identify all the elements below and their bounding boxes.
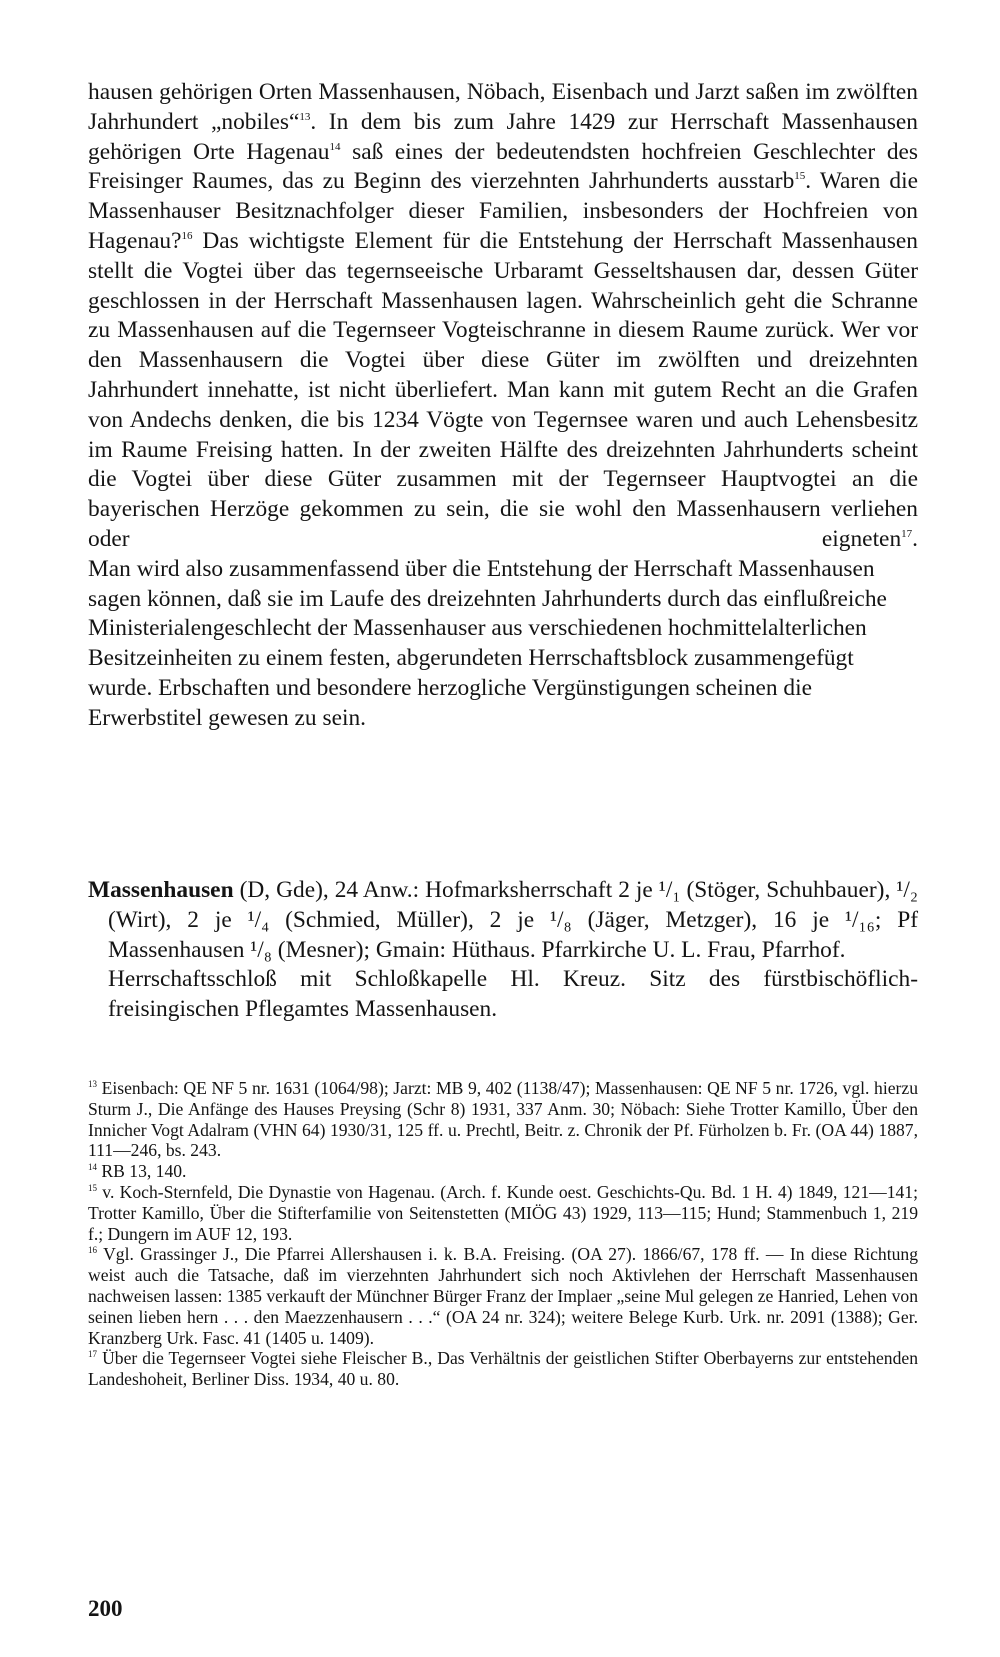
footnote-text: v. Koch-Sternfeld, Die Dynastie von Hagenau. (Arch. f. Kunde oest. Geschichts-Qu. Bd. 1 H. 4) 1849, 121—141; Trotter Kamillo, Über die Stifterfamilie von Seitenstetten (MIÖG 43) 1929, 113—115; Hund; Stammenbuch 1, 219 f.; Dungern im AUF 12, 193. — [88, 1181, 918, 1244]
entry-text-1: (D, Gde), 24 Anw.: Hofmarksherrschaft 2 je ¹/₁ (Stöger, Schuhbauer), ¹/₂ (Wirt), 2 je ¹/₄ (Schmied, Müller), 2 je ¹/₈ (Jäger, Metzger), 16 je ¹/₁₆; Pf Massenhausen ¹/₈ (Mesner); Gmain: Hüthaus. Pfarrkirche U. L. Frau, Pfarrhof. — [108, 877, 918, 963]
text-run: . In dem bis zum Jahre 1429 zur Herrschaft Massenhausen gehörigen Orte Hagenau — [88, 108, 918, 165]
footnotes — [88, 1078, 918, 1390]
entry-line-1 — [88, 876, 918, 965]
paragraph-2: Man wird also zusammenfassend über die Entstehung der Herrschaft Massenhausen sagen können, daß sie im Laufe des dreizehnten Jahrhunderts durch das einflußreiche Ministerialengeschlecht der Massenhauser aus verschiedenen hochmittelalterlichen Besitzeinheiten zu einem festen, abgerundeten Herrschaftsblock zusammengefügt wurde. Erbschaften und besondere herzogliche Vergünstigungen scheinen die Erwerbstitel gewesen zu sein. — [88, 555, 887, 731]
footnote-16 — [88, 1244, 918, 1348]
text-run: saß eines der bedeutendsten hochfreien Geschlechter des Freisinger Raumes, das zu Beginn des vierzehnten Jahrhunderts ausstarb — [88, 138, 918, 195]
entry-line-2: Herrschaftsschloß mit Schloßkapelle Hl. Kreuz. Sitz des fürstbischöflich-freisingischen Pflegamtes Massenhausen. — [108, 966, 918, 1023]
main-text — [88, 78, 918, 734]
footnote-marker: 13 — [299, 111, 311, 123]
page-number: 200 — [88, 1596, 123, 1621]
entry-headword: Massenhausen — [88, 877, 234, 903]
paragraph-1 — [88, 78, 918, 555]
footnote-number: 14 — [88, 1162, 97, 1173]
text-run: hausen gehörigen Orten Massenhausen, Nöbach, Eisenbach und Jarzt saßen im zwölften Jahrhundert „nobiles“ — [88, 79, 918, 135]
place-entry — [88, 876, 918, 1025]
text-run: . Waren die Massenhauser Besitznachfolger dieser Familien, insbesonders der Hochfreien von Hagenau? — [88, 168, 918, 254]
footnote-marker: 14 — [329, 140, 341, 153]
footnote-number: 15 — [88, 1183, 97, 1194]
footnote-marker: 16 — [181, 230, 193, 243]
footnote-text: Vgl. Grassinger J., Die Pfarrei Allershausen i. k. B.A. Freising. (OA 27). 1866/67, 178 ff. — In diese Richtung weist auch die Tatsache, daß im vierzehnten Jahrhundert sich noch Aktivlehen der Herrschaft Massenhausen nachweisen lassen: 1385 verkauft der Münchner Bürger Franz der Implaer „seine Mul gelegen ze Hanried, Lehen von seinen lieben hern . . . den Maezzenhausern . . .“ (OA 24 nr. 324); weitere Belege Kurb. Urk. nr. 2091 (1388); Ger. Kranzberg Urk. Fasc. 41 (1405 u. 1409). — [88, 1244, 918, 1348]
text-run: . — [912, 525, 918, 552]
footnote-marker: 15 — [794, 170, 806, 183]
footnote-15 — [88, 1182, 918, 1244]
footnote-text: Eisenbach: QE NF 5 nr. 1631 (1064/98); Jarzt: MB 9, 402 (1138/47); Massenhausen: QE NF 5 nr. 1726, vgl. hierzu Sturm J., Die Anfänge des Hauses Preysing (Schr 8) 1931, 337 Anm. 30; Nöbach: Siehe Trotter Kamillo, Über den Innicher Vogt Adalram (VHN 64) 1930/31, 125 ff. u. Prechtl, Beitr. z. Chronik der Pf. Fürholzen b. Fr. (OA 44) 1887, 111—246, bs. 243. — [88, 1078, 918, 1161]
footnote-number: 16 — [88, 1245, 97, 1256]
footnote-13 — [88, 1078, 918, 1161]
text-run: Das wichtigste Element für die Entstehung der Herrschaft Massenhausen stellt die Vogtei über das tegernseeische Urbaramt Gesseltshausen dar, dessen Güter geschlossen in der Herrschaft Massenhausen lagen. Wahrscheinlich geht die Schranne zu Massenhausen auf die Tegernseer Vogteischranne in diesem Raume zurück. Wer vor den Massenhausern die Vogtei über diese Güter im zwölften und dreizehnten Jahrhundert innehatte, ist nicht überliefert. Man kann mit gutem Recht an die Grafen von Andechs denken, die bis 1234 Vögte von Tegernsee waren und auch Lehensbesitz im Raume Freising hatten. In der zweiten Hälfte des dreizehnten Jahrhunderts scheint die Vogtei über diese Güter zusammen mit der Tegernseer Hauptvogtei an die bayerischen Herzöge gekommen zu sein, die sie wohl den Massenhausern verliehen oder eigneten — [88, 227, 918, 552]
footnote-text: Über die Tegernseer Vogtei siehe Fleischer B., Das Verhältnis der geistlichen Stifter Oberbayerns zur entstehenden Landeshoheit, Berliner Diss. 1934, 40 u. 80. — [88, 1348, 918, 1390]
footnote-marker: 17 — [901, 528, 913, 541]
footnote-text: RB 13, 140. — [97, 1161, 187, 1182]
footnote-14 — [88, 1161, 918, 1182]
footnote-17 — [88, 1348, 918, 1390]
footnote-number: 13 — [88, 1079, 97, 1090]
footnote-number: 17 — [88, 1349, 97, 1360]
